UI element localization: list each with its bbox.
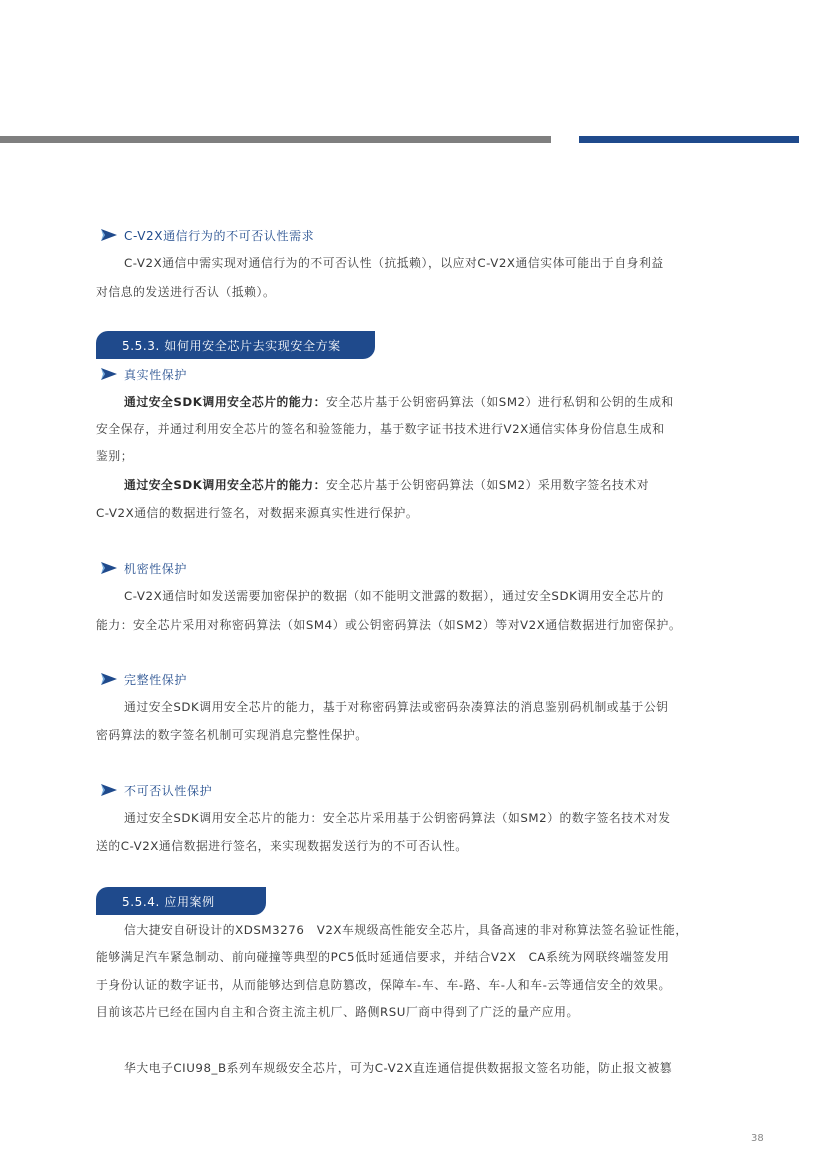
section-title-5-5-4: 5.5.4. 应用案例 — [96, 887, 266, 915]
bold-lead: 通过安全SDK调用安全芯片的能力： — [124, 395, 326, 409]
paragraph-line: C-V2X通信中需实现对通信行为的不可否认性（抗抵赖），以应对C-V2X通信实体可能出于自身利益 — [124, 256, 664, 270]
paragraph-line: C-V2X通信的数据进行签名，对数据来源真实性进行保护。 — [96, 506, 419, 520]
arrow-bullet-icon — [100, 561, 118, 575]
arrow-bullet-icon — [100, 367, 118, 381]
heading-confidentiality: 机密性保护 — [100, 558, 187, 578]
paragraph-line: 华大电子CIU98_B系列车规级安全芯片，可为C-V2X直连通信提供数据报文签名功能，防止报文被篡 — [124, 1061, 673, 1075]
header-blue-bar — [579, 136, 799, 143]
paragraph-line: 密码算法的数字签名机制可实现消息完整性保护。 — [96, 728, 368, 742]
arrow-bullet-icon — [100, 672, 118, 686]
arrow-bullet-icon — [100, 228, 118, 242]
paragraph-line: 目前该芯片已经在国内自主和合资主流主机厂、路侧RSU厂商中得到了广泛的量产应用。 — [96, 1005, 579, 1019]
paragraph-line: 对信息的发送进行否认（抵赖）。 — [96, 285, 276, 299]
bold-lead: 通过安全SDK调用安全芯片的能力： — [124, 478, 326, 492]
paragraph-line: 鉴别； — [96, 449, 134, 463]
heading-nonrepudiation-need: C-V2X通信行为的不可否认性需求 — [100, 225, 314, 245]
paragraph-line: 通过安全SDK调用安全芯片的能力：安全芯片基于公钥密码算法（如SM2）采用数字签名技术对 — [124, 478, 650, 492]
paragraph-line: C-V2X通信时如发送需要加密保护的数据（如不能明文泄露的数据），通过安全SDK调用安全芯片的 — [124, 589, 664, 603]
heading-authenticity: 真实性保护 — [100, 364, 187, 384]
paragraph-line: 信大捷安自研设计的XDSM3276 V2X车规级高性能安全芯片，具备高速的非对称算法签名验证性能， — [124, 923, 688, 937]
heading-nonrepudiation: 不可否认性保护 — [100, 780, 212, 800]
heading-integrity: 完整性保护 — [100, 669, 187, 689]
arrow-bullet-icon — [100, 783, 118, 797]
paragraph-line: 能力：安全芯片采用对称密码算法（如SM4）或公钥密码算法（如SM2）等对V2X通信数据进行加密保护。 — [96, 618, 682, 632]
page-number: 38 — [751, 1133, 764, 1144]
paragraph-line: 于身份认证的数字证书，从而能够达到信息防篡改，保障车-车、车-路、车-人和车-云等通信安全的效果。 — [96, 978, 671, 992]
paragraph-line: 能够满足汽车紧急制动、前向碰撞等典型的PC5低时延通信要求，并结合V2X CA系统为网联终端签发用 — [96, 950, 670, 964]
paragraph-line: 通过安全SDK调用安全芯片的能力：安全芯片基于公钥密码算法（如SM2）进行私钥和公钥的生成和 — [124, 395, 674, 409]
paragraph-line: 安全保存，并通过利用安全芯片的签名和验签能力，基于数字证书技术进行V2X通信实体身份信息生成和 — [96, 422, 665, 436]
paragraph-line: 通过安全SDK调用安全芯片的能力：安全芯片采用基于公钥密码算法（如SM2）的数字签名技术对发 — [124, 811, 671, 825]
header-gray-bar — [0, 136, 551, 143]
paragraph-line: 送的C-V2X通信数据进行签名，来实现数据发送行为的不可否认性。 — [96, 839, 468, 853]
paragraph-line: 通过安全SDK调用安全芯片的能力，基于对称密码算法或密码杂凑算法的消息鉴别码机制或基于公钥 — [124, 700, 669, 714]
section-title-5-5-3: 5.5.3. 如何用安全芯片去实现安全方案 — [96, 331, 375, 359]
